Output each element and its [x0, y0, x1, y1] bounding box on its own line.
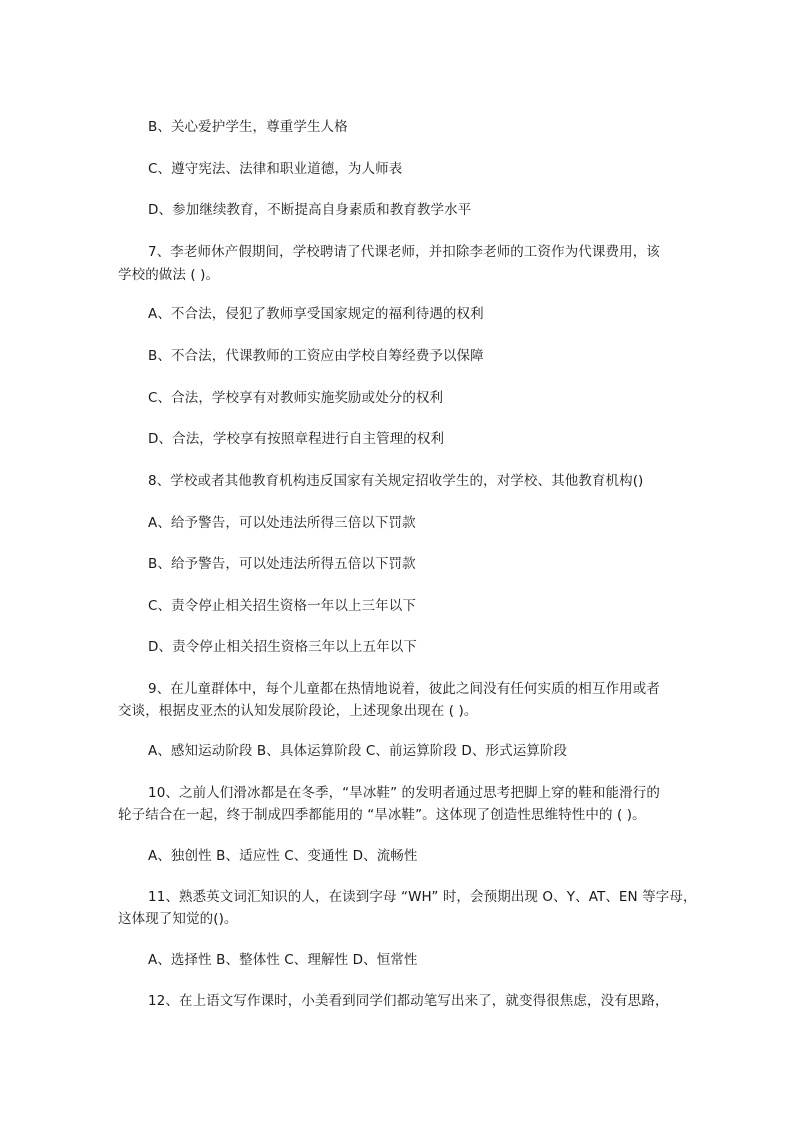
question-text: 这体现了知觉的()。: [118, 911, 238, 927]
option-text: D、责令停止相关招生资格三年以上五年以下: [148, 639, 417, 655]
option-text: A、不合法，侵犯了教师享受国家规定的福利待遇的权利: [148, 306, 484, 322]
option-text: D、合法，学校享有按照章程进行自主管理的权利: [148, 431, 445, 447]
question-text: 11、熟悉英文词汇知识的人，在读到字母 “WH” 时，会预期出现 O、Y、AT、EN 等字母，: [148, 889, 697, 905]
question-text: 12、在上语文写作课时，小美看到同学们都动笔写出来了，就变得很焦虑，没有思路，: [148, 993, 669, 1009]
option-text: A、独创性 B、适应性 C、变通性 D、流畅性: [148, 848, 418, 864]
option-text: A、选择性 B、整体性 C、理解性 D、恒常性: [148, 952, 418, 968]
question-text: 学校的做法 ( )。: [118, 267, 220, 283]
option-text: A、感知运动阶段 B、具体运算阶段 C、前运算阶段 D、形式运算阶段: [148, 743, 568, 759]
option-text: B、给予警告，可以处违法所得五倍以下罚款: [148, 556, 416, 572]
option-text: B、关心爱护学生，尊重学生人格: [148, 119, 348, 135]
question-text: 7、李老师休产假期间，学校聘请了代课老师，并扣除李老师的工资作为代课费用，该: [148, 244, 660, 260]
question-text: 8、学校或者其他教育机构违反国家有关规定招收学生的，对学校、其他教育机构(): [148, 473, 644, 489]
question-text: 轮子结合在一起，终于制成四季都能用的 “旱冰鞋”。这体现了创造性思维特性中的 ( )。: [118, 807, 646, 823]
option-text: C、合法，学校享有对教师实施奖励或处分的权利: [148, 390, 444, 406]
option-text: A、给予警告，可以处违法所得三倍以下罚款: [148, 515, 416, 531]
question-text: 9、在儿童群体中，每个儿童都在热情地说着，彼此之间没有任何实质的相互作用或者: [148, 681, 660, 697]
option-text: D、参加继续教育，不断提高自身素质和教育教学水平: [148, 202, 472, 218]
option-text: C、责令停止相关招生资格一年以上三年以下: [148, 598, 416, 614]
question-text: 10、之前人们滑冰都是在冬季，“旱冰鞋” 的发明者通过思考把脚上穿的鞋和能滑行的: [148, 785, 660, 801]
option-text: B、不合法，代课教师的工资应由学校自筹经费予以保障: [148, 348, 484, 364]
option-text: C、遵守宪法、法律和职业道德，为人师表: [148, 161, 403, 177]
question-text: 交谈，根据皮亚杰的认知发展阶段论，上述现象出现在 ( )。: [118, 703, 478, 719]
